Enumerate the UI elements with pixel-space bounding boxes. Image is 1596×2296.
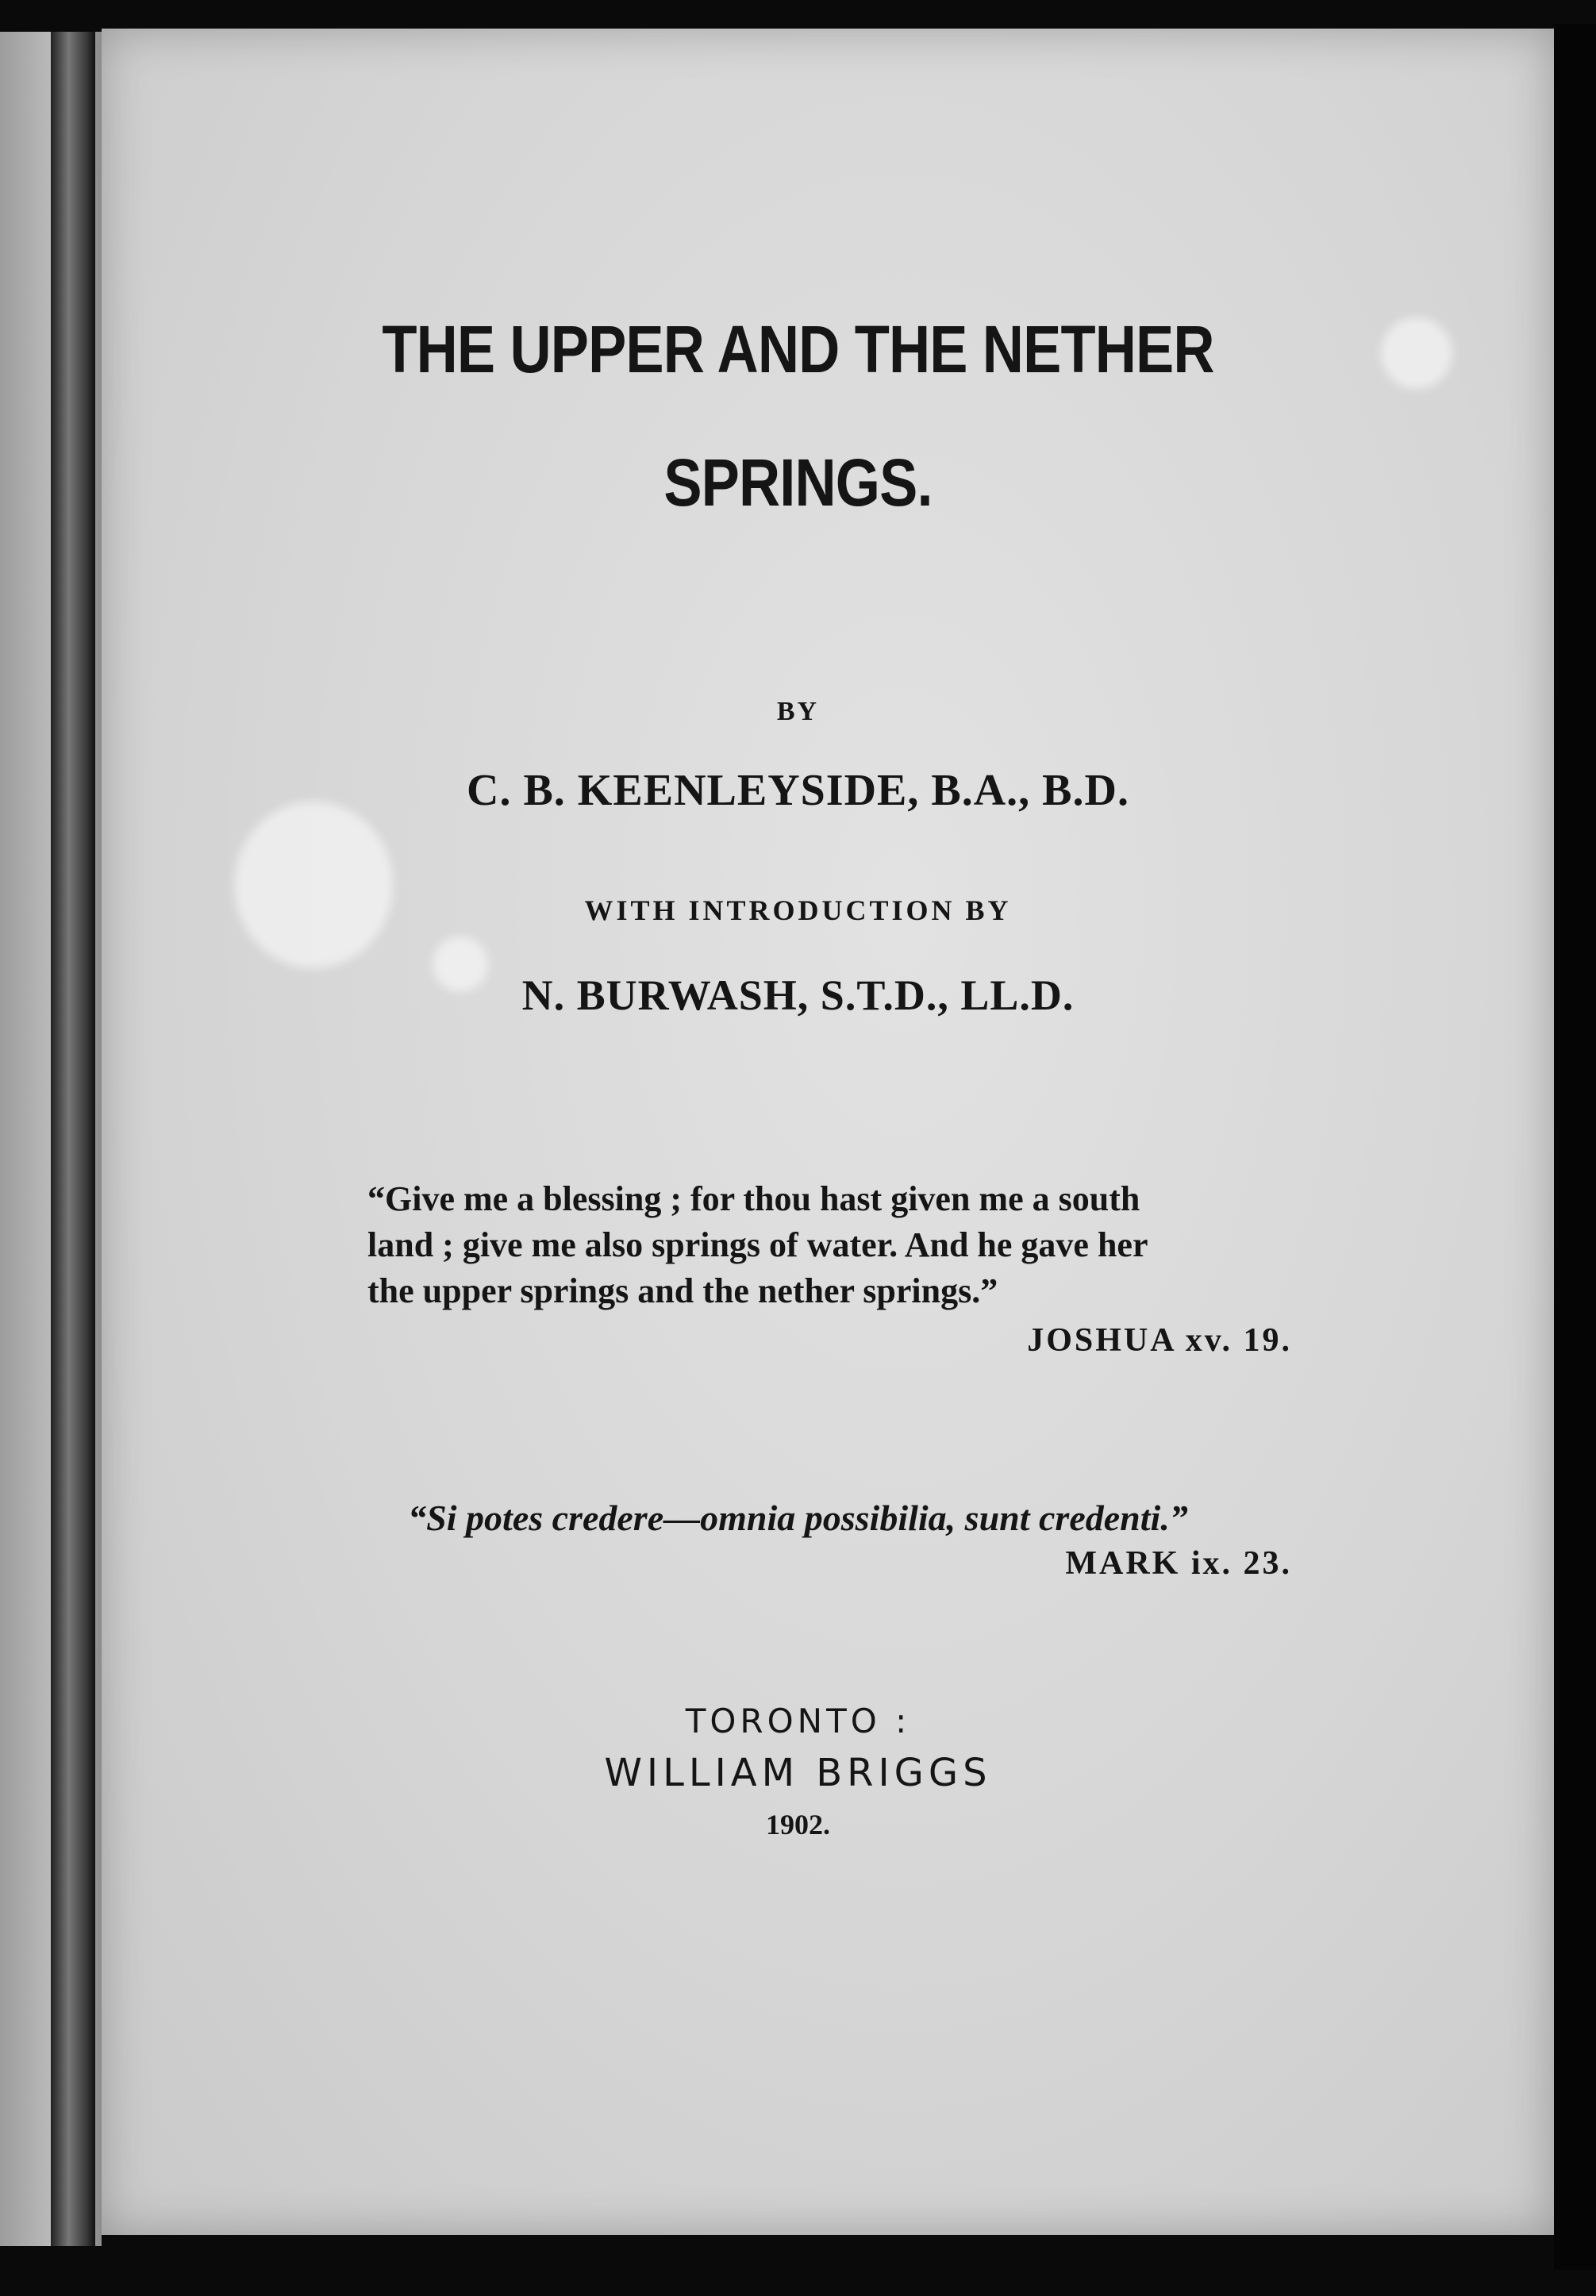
paper-stain — [234, 802, 393, 968]
title-line-1: THE UPPER AND THE NETHER — [382, 312, 1214, 387]
imprint-city: TORONTO : — [685, 1702, 911, 1740]
introduction-author: N. BURWASH, S.T.D., LL.D. — [521, 971, 1075, 1019]
epigraph-line: the upper springs and the nether springs.” — [367, 1271, 998, 1310]
by-label: BY — [776, 697, 820, 726]
epigraph-joshua — [367, 1176, 1292, 1314]
epigraph-latin: “Si potes credere—omnia possibilia, sunt credenti.” — [408, 1498, 1188, 1538]
epigraph-citation: MARK ix. 23. — [1065, 1545, 1292, 1582]
introduction-label: WITH INTRODUCTION BY — [584, 894, 1012, 926]
imprint-year: 1902. — [766, 1809, 830, 1840]
book-gutter — [51, 32, 95, 2246]
title-line-2: SPRINGS. — [663, 445, 933, 520]
epigraph-citation: JOSHUA xv. 19. — [1027, 1322, 1292, 1359]
epigraph-line: “Give me a blessing ; for thou hast given me a south — [367, 1179, 1140, 1218]
scan-border — [1554, 24, 1596, 2270]
author-name: C. B. KEENLEYSIDE, B.A., B.D. — [467, 766, 1129, 815]
imprint-publisher: WILLIAM BRIGGS — [604, 1751, 992, 1795]
epigraph-line: land ; give me also springs of water. And he gave her — [367, 1225, 1148, 1264]
